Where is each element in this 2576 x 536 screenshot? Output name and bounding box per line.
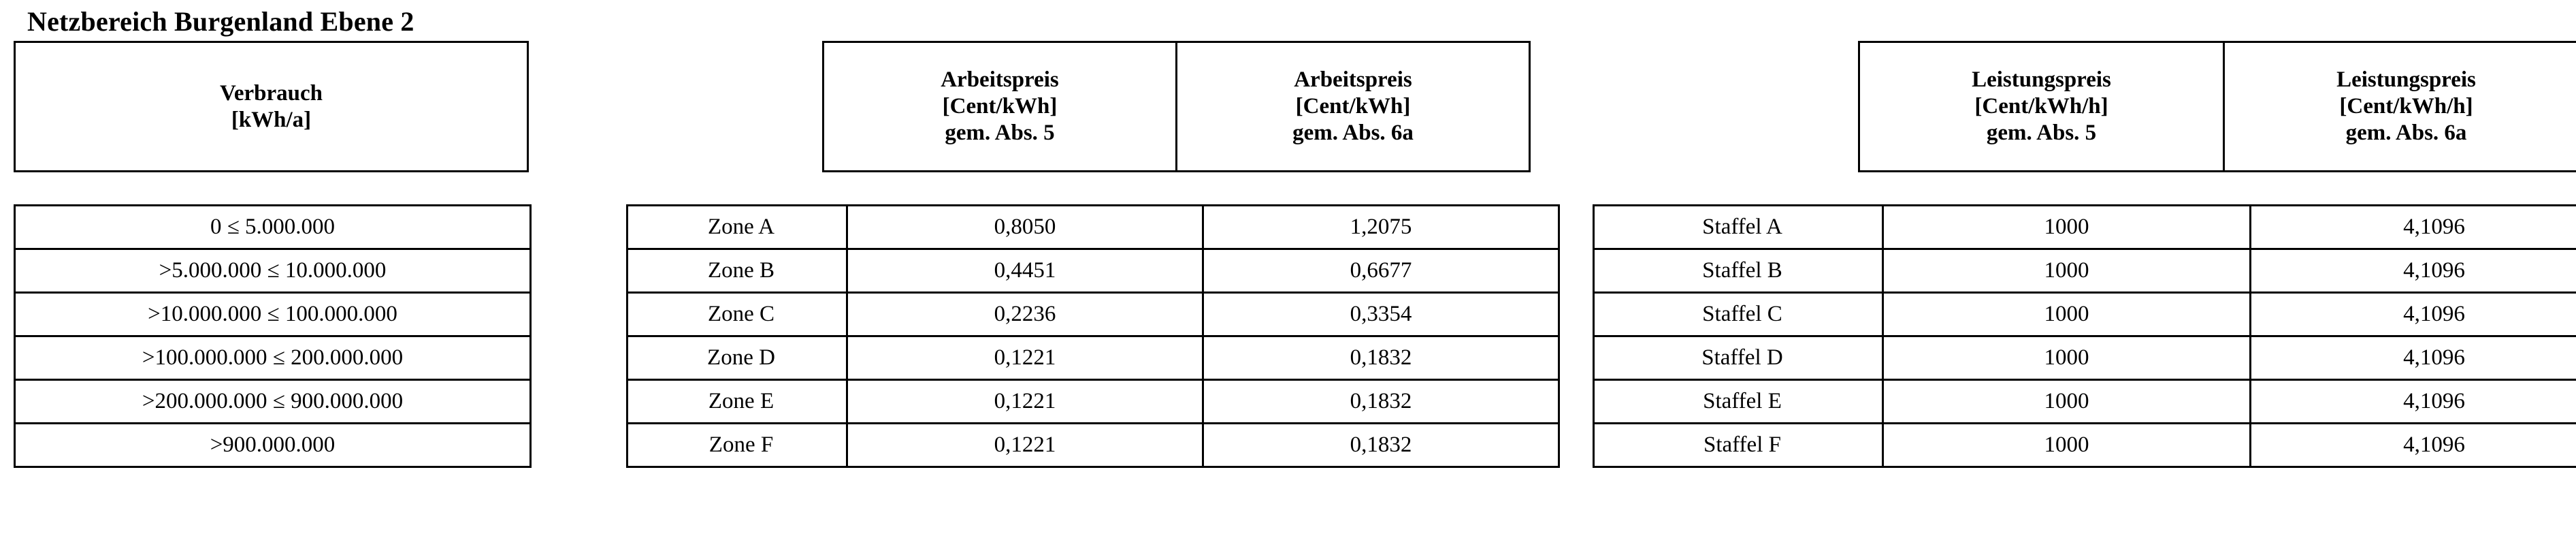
table-row bbox=[627, 380, 1559, 424]
leistungspreis-abs6a-header bbox=[2224, 42, 2576, 172]
verbrauch-value: >200.000.000 ≤ 900.000.000 bbox=[15, 380, 531, 424]
arbeitspreis-abs6a-value: 1,2075 bbox=[1203, 206, 1559, 249]
verbrauch-value: >10.000.000 ≤ 100.000.000 bbox=[15, 293, 531, 336]
zone-label: Zone E bbox=[627, 380, 847, 424]
zone-label: Zone F bbox=[627, 424, 847, 467]
verbrauch-header-table bbox=[14, 41, 529, 172]
leistungspreis-table bbox=[1593, 204, 2576, 468]
staffel-label: Staffel D bbox=[1594, 336, 1883, 380]
leistungspreis-abs5-value: 1000 bbox=[1883, 249, 2251, 293]
leistungspreis-abs5-header bbox=[1859, 42, 2224, 172]
arbeitspreis-header-table bbox=[822, 41, 1531, 172]
table-row bbox=[1594, 380, 2576, 424]
zone-label: Zone C bbox=[627, 293, 847, 336]
leistungspreis-abs6a-value: 4,1096 bbox=[2251, 293, 2576, 336]
arbeitspreis-abs5-header-line3: gem. Abs. 5 bbox=[945, 120, 1055, 145]
arbeitspreis-abs5-value: 0,1221 bbox=[847, 424, 1203, 467]
leistungspreis-abs5-value: 1000 bbox=[1883, 336, 2251, 380]
verbrauch-header-line2: [kWh/a] bbox=[231, 107, 312, 132]
staffel-label: Staffel E bbox=[1594, 380, 1883, 424]
table-row bbox=[1594, 336, 2576, 380]
table-row bbox=[1594, 206, 2576, 249]
zone-label: Zone A bbox=[627, 206, 847, 249]
table-row bbox=[15, 206, 531, 249]
verbrauch-header-cell bbox=[15, 42, 528, 172]
arbeitspreis-abs5-header bbox=[824, 42, 1177, 172]
table-row bbox=[15, 249, 531, 293]
leistungspreis-abs6a-header-line3: gem. Abs. 6a bbox=[2345, 120, 2467, 145]
leistungspreis-abs6a-header-line2: [Cent/kWh/h] bbox=[2339, 94, 2473, 119]
verbrauch-value: >5.000.000 ≤ 10.000.000 bbox=[15, 249, 531, 293]
arbeitspreis-abs6a-header-line1: Arbeitspreis bbox=[1294, 67, 1412, 93]
verbrauch-header-line1: Verbrauch bbox=[220, 80, 323, 106]
arbeitspreis-abs5-value: 0,1221 bbox=[847, 336, 1203, 380]
leistungspreis-abs6a-value: 4,1096 bbox=[2251, 206, 2576, 249]
leistungspreis-abs5-value: 1000 bbox=[1883, 380, 2251, 424]
leistungspreis-abs6a-value: 4,1096 bbox=[2251, 249, 2576, 293]
table-row bbox=[1594, 293, 2576, 336]
arbeitspreis-abs6a-header-line3: gem. Abs. 6a bbox=[1292, 120, 1414, 145]
table-row bbox=[627, 206, 1559, 249]
leistungspreis-abs5-value: 1000 bbox=[1883, 293, 2251, 336]
table-row bbox=[627, 293, 1559, 336]
zone-label: Zone D bbox=[627, 336, 847, 380]
arbeitspreis-abs5-value: 0,1221 bbox=[847, 380, 1203, 424]
table-row bbox=[627, 249, 1559, 293]
arbeitspreis-abs5-header-line2: [Cent/kWh] bbox=[942, 94, 1058, 119]
arbeitspreis-abs6a-value: 0,1832 bbox=[1203, 380, 1559, 424]
page-title: Netzbereich Burgenland Ebene 2 bbox=[27, 6, 414, 37]
arbeitspreis-abs5-value: 0,2236 bbox=[847, 293, 1203, 336]
leistungspreis-abs5-header-line3: gem. Abs. 5 bbox=[1986, 120, 2097, 145]
arbeitspreis-abs6a-value: 0,6677 bbox=[1203, 249, 1559, 293]
table-row bbox=[1594, 424, 2576, 467]
arbeitspreis-abs5-header-line1: Arbeitspreis bbox=[941, 67, 1059, 93]
staffel-label: Staffel B bbox=[1594, 249, 1883, 293]
leistungspreis-abs6a-value: 4,1096 bbox=[2251, 336, 2576, 380]
arbeitspreis-abs6a-value: 0,1832 bbox=[1203, 336, 1559, 380]
staffel-label: Staffel F bbox=[1594, 424, 1883, 467]
arbeitspreis-table bbox=[626, 204, 1560, 468]
leistungspreis-abs6a-value: 4,1096 bbox=[2251, 380, 2576, 424]
leistungspreis-abs5-value: 1000 bbox=[1883, 206, 2251, 249]
table-row bbox=[627, 336, 1559, 380]
staffel-label: Staffel A bbox=[1594, 206, 1883, 249]
arbeitspreis-abs6a-value: 0,1832 bbox=[1203, 424, 1559, 467]
verbrauch-value: >100.000.000 ≤ 200.000.000 bbox=[15, 336, 531, 380]
staffel-label: Staffel C bbox=[1594, 293, 1883, 336]
leistungspreis-abs5-header-line2: [Cent/kWh/h] bbox=[1974, 94, 2108, 119]
zone-label: Zone B bbox=[627, 249, 847, 293]
table-row bbox=[15, 293, 531, 336]
verbrauch-table bbox=[14, 204, 532, 468]
arbeitspreis-abs6a-header bbox=[1177, 42, 1530, 172]
arbeitspreis-abs5-value: 0,4451 bbox=[847, 249, 1203, 293]
leistungspreis-abs5-header-line1: Leistungspreis bbox=[1972, 67, 2111, 93]
arbeitspreis-abs6a-header-line2: [Cent/kWh] bbox=[1295, 94, 1411, 119]
leistungspreis-header-table bbox=[1858, 41, 2576, 172]
table-row bbox=[15, 336, 531, 380]
table-row bbox=[15, 424, 531, 467]
verbrauch-value: >900.000.000 bbox=[15, 424, 531, 467]
table-row bbox=[627, 424, 1559, 467]
arbeitspreis-abs5-value: 0,8050 bbox=[847, 206, 1203, 249]
leistungspreis-abs5-value: 1000 bbox=[1883, 424, 2251, 467]
table-row bbox=[1594, 249, 2576, 293]
table-row bbox=[15, 380, 531, 424]
leistungspreis-abs6a-value: 4,1096 bbox=[2251, 424, 2576, 467]
verbrauch-value: 0 ≤ 5.000.000 bbox=[15, 206, 531, 249]
arbeitspreis-abs6a-value: 0,3354 bbox=[1203, 293, 1559, 336]
leistungspreis-abs6a-header-line1: Leistungspreis bbox=[2336, 67, 2476, 93]
